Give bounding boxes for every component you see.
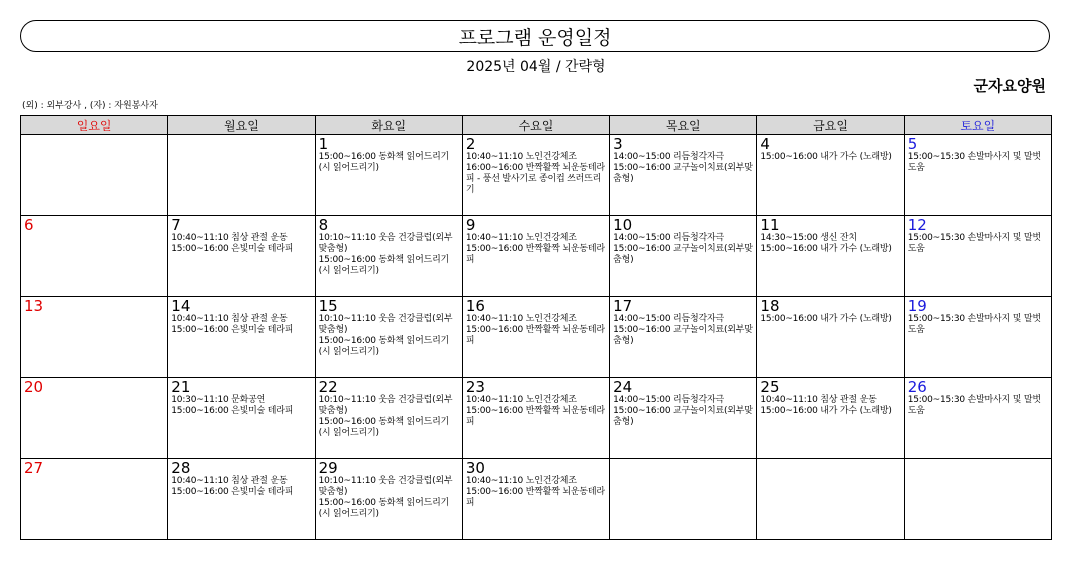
calendar-day-cell [462,297,609,378]
subtitle: 2025년 04월 / 간략형 [466,59,606,75]
calendar-day-cell [168,297,315,378]
day-number: 16 [465,297,485,315]
day-number: 19 [907,297,927,315]
day-events: 10:40~11:10 노인건강체조 15:00~16:00 반짝활짝 뇌운동테라피 [465,395,605,427]
day-number: 22 [318,378,338,396]
calendar-day-cell [462,378,609,459]
weekday-header-tuesday: 화요일 [315,116,462,135]
day-events: 15:00~16:00 동화책 읽어드리기(시 읽어드리기) [318,152,450,173]
day-events: 14:00~15:00 리듬청각자극 15:00~16:00 교구놀이치료(외부맞춤형) [613,395,753,427]
day-events: 10:30~11:10 문화공연 15:00~16:00 은빛미술 테라피 [171,395,294,416]
weekday-header-friday: 금요일 [757,116,904,135]
day-number: 17 [613,297,633,315]
day-number: 27 [24,459,44,477]
weekday-header-monday: 월요일 [168,116,315,135]
calendar-week-row [21,216,1052,297]
weekday-header-sunday: 일요일 [21,116,168,135]
calendar-day-cell [904,135,1051,216]
day-events: 10:40~11:10 침상 관절 운동 15:00~16:00 내가 가수 (노래방) [760,395,892,416]
day-events: 10:40~11:10 침상 관절 운동 15:00~16:00 은빛미술 테라피 [171,233,294,254]
calendar-day-cell [315,216,462,297]
weekday-header-thursday: 목요일 [610,116,757,135]
calendar-day-cell [21,459,168,540]
day-number: 14 [171,297,191,315]
legend: (외) : 외부강사 , (자) : 자원봉사자 [22,101,158,111]
day-events: 10:10~11:10 웃음 건강클럽(외부맞춤형) 15:00~16:00 동화책 읽어드리기(시 읽어드리기) [318,233,453,276]
calendar-day-cell [757,459,904,540]
calendar-week-row [21,459,1052,540]
day-number: 3 [613,135,623,153]
day-number: 18 [760,297,780,315]
day-events: 10:40~11:10 침상 관절 운동 15:00~16:00 은빛미술 테라피 [171,476,294,497]
day-events: 10:40~11:10 노인건강체조 16:00~16:00 반짝활짝 뇌운동테라피 - 풍선 발사기로 종이컵 쓰러뜨리기 [465,152,605,195]
calendar-day-cell [21,297,168,378]
day-number: 11 [760,216,780,234]
calendar-week-row [21,135,1052,216]
day-events: 14:00~15:00 리듬청각자극 15:00~16:00 교구놀이치료(외부맞춤형) [613,314,753,346]
day-number: 4 [760,135,770,153]
day-number: 12 [907,216,927,234]
day-events: 15:00~15:30 손발마사지 및 말벗도움 [907,233,1041,254]
calendar-day-cell [904,216,1051,297]
calendar-day-cell [610,135,757,216]
calendar-day-cell [757,297,904,378]
day-number: 13 [24,297,44,315]
day-number: 8 [318,216,329,234]
calendar-day-cell [610,378,757,459]
calendar-day-cell [610,216,757,297]
day-events: 14:30~15:00 생신 잔치 15:00~16:00 내가 가수 (노래방) [760,233,892,254]
weekday-header-row [21,116,1052,135]
calendar-day-cell [757,135,904,216]
day-number: 7 [171,216,181,234]
day-number: 6 [24,216,34,234]
day-events: 14:00~15:00 리듬청각자극 15:00~16:00 교구놀이치료(외부맞춤형) [613,233,753,265]
page-title [20,20,1050,52]
calendar-day-cell [21,135,168,216]
calendar-day-cell [904,378,1051,459]
day-events: 10:10~11:10 웃음 건강클럽(외부맞춤형) 15:00~16:00 동화책 읽어드리기(시 읽어드리기) [318,314,453,357]
calendar-day-cell [21,378,168,459]
day-number: 15 [318,297,338,315]
calendar-day-cell [315,459,462,540]
weekday-header-wednesday: 수요일 [462,116,609,135]
day-number: 26 [907,378,927,396]
calendar-day-cell [462,135,609,216]
day-events: 10:40~11:10 노인건강체조 15:00~16:00 반짝활짝 뇌운동테라피 [465,476,605,508]
day-events: 10:40~11:10 침상 관절 운동 15:00~16:00 은빛미술 테라피 [171,314,294,335]
calendar-day-cell [904,459,1051,540]
day-events: 10:40~11:10 노인건강체조 15:00~16:00 반짝활짝 뇌운동테라피 [465,233,605,265]
calendar-table [20,115,1052,540]
day-number: 21 [171,378,191,396]
day-events: 10:10~11:10 웃음 건강클럽(외부맞춤형) 15:00~16:00 동화책 읽어드리기(시 읽어드리기) [318,476,453,519]
day-number: 24 [613,378,633,396]
calendar-day-cell [21,216,168,297]
day-events: 15:00~15:30 손발마사지 및 말벗도움 [907,314,1041,335]
day-number: 9 [465,216,476,234]
day-events: 15:00~16:00 내가 가수 (노래방) [760,314,892,324]
calendar-day-cell [462,459,609,540]
calendar-week-row [21,378,1052,459]
calendar-day-cell [168,135,315,216]
day-events: 10:10~11:10 웃음 건강클럽(외부맞춤형) 15:00~16:00 동화책 읽어드리기(시 읽어드리기) [318,395,453,438]
day-number: 28 [171,459,191,477]
day-number: 10 [613,216,633,234]
weekday-header-saturday: 토요일 [904,116,1051,135]
day-events: 15:00~15:30 손발마사지 및 말벗도움 [907,395,1041,416]
day-events: 10:40~11:10 노인건강체조 15:00~16:00 반짝활짝 뇌운동테라피 [465,314,605,346]
calendar-day-cell [168,378,315,459]
day-events: 15:00~15:30 손발마사지 및 말벗도움 [907,152,1041,173]
calendar-day-cell [904,297,1051,378]
day-number: 30 [465,459,485,477]
day-number: 20 [24,378,44,396]
day-events: 15:00~16:00 내가 가수 (노래방) [760,152,892,162]
calendar-day-cell [315,135,462,216]
calendar-day-cell [315,297,462,378]
calendar-day-cell [462,216,609,297]
day-number: 5 [907,135,918,153]
organization-name: 군자요양원 [973,77,1046,95]
calendar-day-cell [610,297,757,378]
day-number: 23 [465,378,485,396]
calendar-day-cell [315,378,462,459]
page-title-text: 프로그램 운영일정 [458,26,612,49]
calendar-day-cell [610,459,757,540]
day-number: 29 [318,459,338,477]
calendar-day-cell [757,378,904,459]
calendar-day-cell [168,216,315,297]
calendar-body [21,135,1052,540]
calendar-week-row [21,297,1052,378]
day-events: 14:00~15:00 리듬청각자극 15:00~16:00 교구놀이치료(외부맞춤형) [613,152,753,184]
day-number: 25 [760,378,780,396]
calendar-day-cell [168,459,315,540]
calendar-day-cell [757,216,904,297]
day-number: 2 [465,135,476,153]
day-number: 1 [318,135,329,153]
